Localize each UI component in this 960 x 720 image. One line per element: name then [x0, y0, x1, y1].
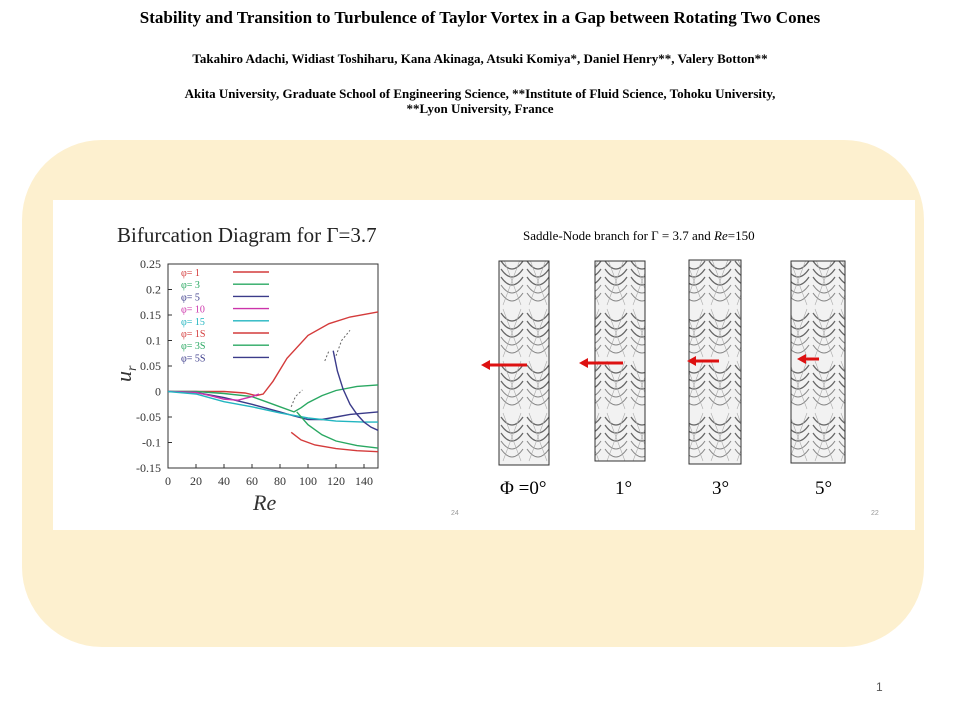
vortex-panel-phi3 [687, 260, 741, 464]
saddle-node-title: Saddle-Node branch for Γ = 3.7 and Re=150 [523, 228, 755, 243]
x-tick-label: 0 [165, 474, 171, 488]
x-axis-label: Re [253, 490, 277, 515]
phi-label-0: Φ =0° [500, 478, 547, 499]
vortex-panel-phi5 [791, 261, 845, 463]
y-tick-label: -0.1 [142, 435, 161, 450]
y-axis-label: $u_r$ [111, 365, 140, 382]
series-line-1 [168, 385, 378, 412]
legend-label: φ= 5S [181, 353, 206, 365]
vortex-panel-phi1 [579, 261, 645, 461]
affiliation-line-1: Akita University, Graduate School of Engineering Science, **Institute of Fluid Science, Tohoku University, [184, 86, 776, 101]
x-tick-label: 40 [218, 474, 230, 488]
slide-marker-22: 22 [871, 510, 879, 517]
legend-label: φ= 3 [181, 280, 200, 292]
legend-label: φ= 15 [181, 316, 205, 328]
legend-label: φ= 1S [181, 329, 206, 340]
y-tick-label: 0.25 [140, 257, 161, 271]
page-number: 1 [876, 680, 883, 694]
figure-panel [53, 200, 915, 530]
vortex-panels [473, 255, 913, 555]
x-tick-label: 80 [274, 474, 286, 488]
y-tick-label: 0.05 [140, 359, 161, 373]
affiliations [0, 86, 960, 116]
x-tick-label: 140 [355, 474, 373, 488]
red-arrow-head [481, 360, 490, 370]
phi-label-1: 1° [615, 478, 633, 499]
y-tick-label: 0.15 [140, 308, 161, 322]
series-line-7 [333, 351, 378, 431]
x-tick-label: 100 [299, 474, 317, 488]
paper-title: Stability and Transition to Turbulence of Taylor Vortex in a Gap between Rotating Two Cones [139, 8, 821, 27]
vortex-panel-phi0 [481, 261, 549, 465]
y-tick-label: 0.2 [146, 282, 161, 297]
y-tick-label: -0.15 [136, 461, 161, 475]
x-tick-label: 20 [190, 474, 202, 488]
slide-marker-24: 24 [451, 510, 459, 517]
series-line-5 [291, 432, 378, 451]
phi-label-5: 5° [815, 478, 833, 499]
unstable-branch-0 [336, 330, 350, 356]
y-tick-label: -0.05 [136, 410, 161, 424]
phi-label-3: 3° [712, 478, 730, 499]
y-tick-label: 0.1 [146, 333, 161, 348]
red-arrow-head [579, 358, 588, 368]
legend-label: φ= 5 [181, 292, 200, 304]
bifurcation-chart [53, 200, 433, 530]
chart-title: Bifurcation Diagram for Γ=3.7 [117, 223, 377, 247]
legend-label: φ= 10 [181, 304, 205, 316]
author-list: Takahiro Adachi, Widiast Toshiharu, Kana Akinaga, Atsuki Komiya*, Daniel Henry**, Valery Botton** [192, 51, 768, 66]
legend-label: φ= 1 [181, 268, 200, 279]
y-tick-label: 0 [155, 384, 161, 399]
affiliation-line-2: **Lyon University, France [406, 101, 554, 116]
x-tick-label: 120 [327, 474, 345, 488]
unstable-branch-1 [291, 390, 302, 407]
x-tick-label: 60 [246, 474, 258, 488]
legend-label: φ= 3S [181, 341, 206, 353]
unstable-branch-2 [325, 351, 329, 361]
